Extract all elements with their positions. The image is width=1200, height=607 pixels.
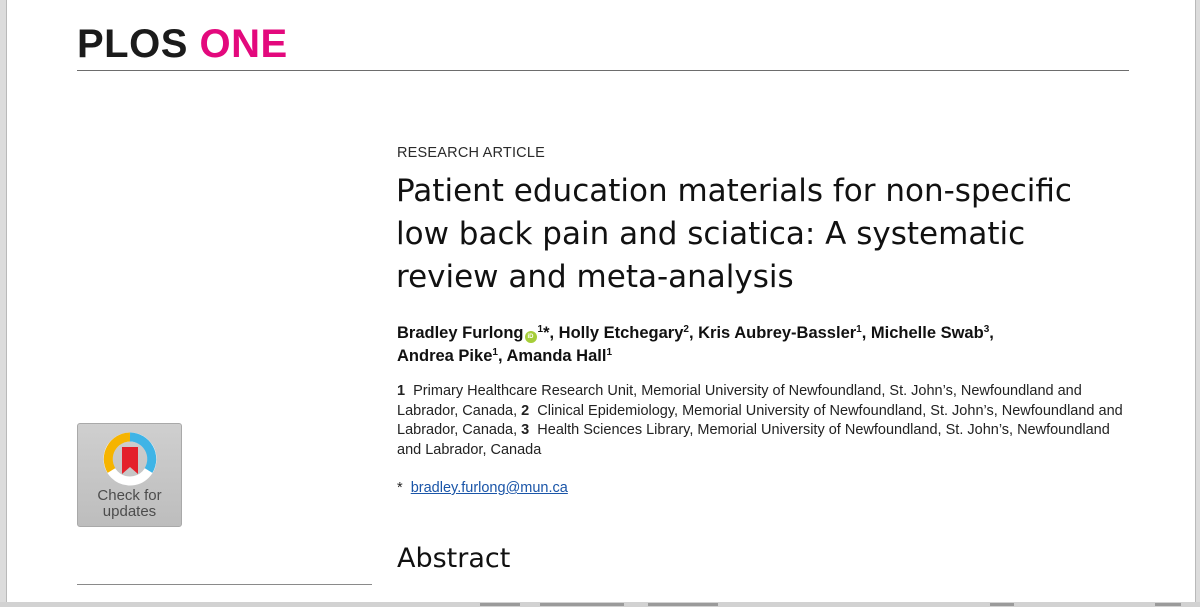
author-affil-ref: 1 bbox=[606, 347, 613, 358]
badge-label-line2: updates bbox=[102, 503, 157, 520]
scroll-thumb-segment[interactable] bbox=[480, 603, 520, 606]
sidebar-divider bbox=[77, 584, 372, 585]
author-affil-ref: 3 bbox=[983, 324, 990, 335]
author-name[interactable]: Kris Aubrey-Bassler bbox=[698, 324, 857, 342]
correspondence-marker: * bbox=[397, 480, 403, 496]
author-name[interactable]: Michelle Swab bbox=[870, 324, 984, 342]
author-name[interactable]: Amanda Hall bbox=[506, 347, 607, 365]
journal-name-plos: PLOS bbox=[77, 22, 188, 66]
scroll-thumb-segment[interactable] bbox=[540, 603, 624, 606]
article-title: Patient education materials for non-specific low back pain and sciatica: A systematic review and meta-analysis bbox=[396, 173, 1072, 295]
affiliation-number: 3 bbox=[521, 422, 530, 438]
correspondence bbox=[397, 480, 568, 496]
badge-label bbox=[78, 488, 181, 520]
header-divider bbox=[77, 70, 1129, 71]
affiliation-number: 1 bbox=[397, 383, 406, 399]
author-name[interactable]: Bradley Furlong bbox=[397, 324, 524, 342]
badge-label-line1: Check for bbox=[97, 487, 162, 504]
author-affil-ref: 1 bbox=[856, 324, 862, 335]
crossmark-icon bbox=[101, 430, 159, 488]
author-affil-ref: 1 bbox=[537, 324, 544, 335]
scroll-thumb-segment[interactable] bbox=[990, 603, 1014, 606]
author-name[interactable]: Andrea Pike bbox=[397, 347, 493, 365]
journal-name-one: ONE bbox=[199, 22, 288, 66]
corresponding-marker: * bbox=[543, 324, 550, 342]
scroll-thumb-segment[interactable] bbox=[648, 603, 718, 606]
article-type: RESEARCH ARTICLE bbox=[397, 145, 545, 161]
orcid-icon[interactable]: iD bbox=[525, 331, 537, 343]
affiliation-number: 2 bbox=[521, 402, 530, 419]
correspondence-email-link[interactable]: bradley.furlong@mun.ca bbox=[410, 480, 568, 496]
author-affil-ref: 1 bbox=[492, 347, 498, 358]
viewer-bottom-scrollbar[interactable] bbox=[0, 602, 1200, 607]
affiliation-text: Clinical Epidemiology, Memorial University of Newfoundland, St. John’s, Newfoundland and Labrador, Canada, bbox=[397, 402, 1123, 438]
pdf-page bbox=[6, 0, 1196, 602]
affiliation-list bbox=[397, 382, 1137, 460]
abstract-heading: Abstract bbox=[397, 543, 511, 574]
affiliation-text: Primary Healthcare Research Unit, Memorial University of Newfoundland, St. John’s, Newfoundland and Labrador, Canada, bbox=[397, 383, 1082, 419]
affiliation-text: Health Sciences Library, Memorial University of Newfoundland, St. John’s, Newfoundland and Labrador, Canada bbox=[397, 422, 1110, 458]
author-name[interactable]: Holly Etchegary bbox=[558, 324, 684, 342]
scroll-thumb-segment[interactable] bbox=[1155, 603, 1181, 606]
author-list: Bradley Furlong $iD^1*$, Holly Etchegary$^2$, Kris Aubrey-Bassler$^1$, Michelle Swab$^3$, Andrea Pike$^1$, Amanda Hall$^1$ bbox=[397, 324, 994, 365]
journal-logo bbox=[77, 22, 288, 66]
author-affil-ref: 2 bbox=[683, 324, 689, 335]
check-for-updates-badge[interactable] bbox=[77, 423, 182, 527]
